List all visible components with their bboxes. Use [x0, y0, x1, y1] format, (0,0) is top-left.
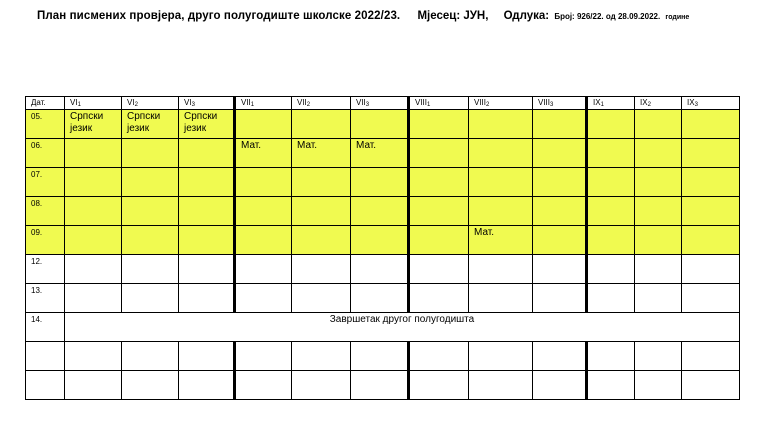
- class-column-header: [469, 97, 533, 110]
- schedule-cell: [682, 371, 740, 400]
- title-main: План писмених провјера, друго полугодиште школске 2022/23.: [37, 10, 401, 22]
- schedule-cell: [292, 284, 351, 313]
- schedule-cell: Мат.: [351, 139, 409, 168]
- schedule-cell: [533, 255, 587, 284]
- schedule-cell: [351, 371, 409, 400]
- schedule-cell: [635, 255, 682, 284]
- table-row: [26, 110, 740, 139]
- schedule-cell: [179, 342, 235, 371]
- class-grade: VIII: [415, 98, 428, 107]
- schedule-cell: [635, 371, 682, 400]
- schedule-cell: [235, 197, 292, 226]
- schedule-cell: [292, 168, 351, 197]
- schedule-cell: [122, 284, 179, 313]
- schedule-cell: [469, 110, 533, 139]
- schedule-cell: [635, 342, 682, 371]
- schedule-cell: [587, 226, 635, 255]
- schedule-cell: [65, 197, 122, 226]
- end-of-semester-row: [26, 313, 740, 342]
- blank-row: [26, 342, 740, 371]
- table-row: [26, 197, 740, 226]
- schedule-cell: [469, 342, 533, 371]
- class-column-header: [122, 97, 179, 110]
- class-grade: VIII: [538, 98, 551, 107]
- class-grade: VII: [356, 98, 366, 107]
- class-column-header: [635, 97, 682, 110]
- class-section: 2: [134, 102, 138, 108]
- page-title: [37, 10, 689, 22]
- class-grade: IX: [640, 98, 648, 107]
- schedule-cell: Мат.: [235, 139, 292, 168]
- date-cell: 07.: [26, 168, 65, 197]
- schedule-cell: [533, 342, 587, 371]
- class-column-header: [292, 97, 351, 110]
- schedule-cell: [235, 168, 292, 197]
- schedule-cell: [469, 371, 533, 400]
- schedule-cell: [587, 255, 635, 284]
- schedule-cell: [409, 342, 469, 371]
- schedule-cell: [179, 284, 235, 313]
- date-cell: [26, 371, 65, 400]
- table-body: [26, 97, 740, 400]
- schedule-cell: [122, 197, 179, 226]
- schedule-cell: [122, 226, 179, 255]
- class-grade: VII: [297, 98, 307, 107]
- class-section: 1: [427, 102, 431, 108]
- schedule-cell: [587, 110, 635, 139]
- schedule-cell: [409, 197, 469, 226]
- class-column-header: [409, 97, 469, 110]
- class-section: 2: [486, 102, 490, 108]
- schedule-cell: [635, 226, 682, 255]
- class-column-header: [682, 97, 740, 110]
- title-godine: године: [665, 14, 690, 21]
- schedule-cell: [469, 284, 533, 313]
- table-row: [26, 168, 740, 197]
- schedule-cell: [635, 284, 682, 313]
- table-row: [26, 226, 740, 255]
- schedule-cell: [587, 342, 635, 371]
- class-grade: VI: [127, 98, 135, 107]
- schedule-cell: Српски језик: [65, 110, 122, 139]
- date-cell: 05.: [26, 110, 65, 139]
- schedule-cell: [682, 197, 740, 226]
- schedule-cell: [409, 255, 469, 284]
- class-section: 1: [77, 102, 81, 108]
- class-grade: VII: [241, 98, 251, 107]
- schedule-cell: [533, 197, 587, 226]
- table-row: [26, 255, 740, 284]
- schedule-cell: [587, 139, 635, 168]
- schedule-cell: [469, 168, 533, 197]
- class-grade: IX: [593, 98, 601, 107]
- schedule-cell: [409, 226, 469, 255]
- schedule-cell: [533, 226, 587, 255]
- date-cell: 14.: [26, 313, 65, 342]
- schedule-cell: [235, 342, 292, 371]
- title-odluka-label: Одлука:: [503, 10, 550, 22]
- class-section: 1: [250, 102, 255, 108]
- class-column-header: [65, 97, 122, 110]
- schedule-cell: [587, 168, 635, 197]
- date-cell: 13.: [26, 284, 65, 313]
- class-section: 3: [191, 102, 195, 108]
- schedule-cell: [292, 255, 351, 284]
- schedule-cell: [587, 197, 635, 226]
- schedule-cell: [682, 255, 740, 284]
- class-grade: IX: [687, 98, 695, 107]
- class-grade: VI: [70, 98, 78, 107]
- schedule-cell: [122, 255, 179, 284]
- schedule-cell: [469, 139, 533, 168]
- schedule-cell: Мат.: [469, 226, 533, 255]
- schedule-cell: [533, 371, 587, 400]
- schedule-cell: [635, 197, 682, 226]
- schedule-cell: [292, 342, 351, 371]
- schedule-cell: [533, 284, 587, 313]
- schedule-cell: [65, 342, 122, 371]
- class-column-header: [533, 97, 587, 110]
- class-section: 3: [694, 102, 698, 108]
- schedule-cell: Српски језик: [179, 110, 235, 139]
- class-section: 3: [365, 102, 370, 108]
- schedule-cell: [409, 371, 469, 400]
- schedule-cell: [533, 139, 587, 168]
- schedule-cell: [587, 371, 635, 400]
- schedule-cell: [292, 110, 351, 139]
- schedule-cell: [587, 284, 635, 313]
- schedule-cell: [65, 371, 122, 400]
- schedule-cell: [682, 110, 740, 139]
- schedule-cell: [179, 197, 235, 226]
- class-section: 2: [306, 102, 311, 108]
- schedule-cell: [235, 110, 292, 139]
- schedule-cell: [351, 226, 409, 255]
- schedule-cell: [65, 226, 122, 255]
- schedule-cell: [469, 197, 533, 226]
- schedule-cell: [235, 255, 292, 284]
- date-cell: 08.: [26, 197, 65, 226]
- schedule-cell: [179, 255, 235, 284]
- schedule-cell: [65, 168, 122, 197]
- schedule-cell: [351, 284, 409, 313]
- schedule-cell: [65, 139, 122, 168]
- class-section: 3: [550, 102, 554, 108]
- schedule-cell: [235, 226, 292, 255]
- table-row: [26, 139, 740, 168]
- schedule-cell: [65, 284, 122, 313]
- class-column-header: [351, 97, 409, 110]
- schedule-cell: [469, 255, 533, 284]
- schedule-cell: [292, 371, 351, 400]
- date-cell: 12.: [26, 255, 65, 284]
- schedule-cell: [682, 139, 740, 168]
- schedule-cell: [635, 168, 682, 197]
- schedule-cell: [409, 284, 469, 313]
- date-column-header: Дат.: [26, 97, 65, 110]
- schedule-cell: [635, 110, 682, 139]
- exam-schedule-table: [25, 96, 740, 400]
- schedule-cell: Српски језик: [122, 110, 179, 139]
- class-column-header: [235, 97, 292, 110]
- schedule-cell: [409, 168, 469, 197]
- title-month: Мјесец: ЈУН,: [417, 10, 489, 22]
- schedule-cell: [682, 342, 740, 371]
- schedule-cell: [409, 139, 469, 168]
- schedule-cell: [179, 226, 235, 255]
- header-row: [26, 97, 740, 110]
- class-grade: VI: [184, 98, 192, 107]
- schedule-cell: [682, 226, 740, 255]
- schedule-cell: Мат.: [292, 139, 351, 168]
- schedule-cell: [122, 371, 179, 400]
- schedule-cell: [292, 226, 351, 255]
- schedule-cell: [533, 110, 587, 139]
- schedule-cell: [179, 139, 235, 168]
- schedule-cell: [682, 168, 740, 197]
- schedule-cell: [122, 342, 179, 371]
- table-row: [26, 284, 740, 313]
- schedule-cell: [235, 284, 292, 313]
- date-cell: 06.: [26, 139, 65, 168]
- schedule-cell: [635, 139, 682, 168]
- class-grade: VIII: [474, 98, 487, 107]
- schedule-cell: [351, 110, 409, 139]
- schedule-cell: [122, 139, 179, 168]
- date-cell: 09.: [26, 226, 65, 255]
- class-section: 1: [600, 102, 604, 108]
- date-cell: [26, 342, 65, 371]
- schedule-cell: [682, 284, 740, 313]
- schedule-cell: [235, 371, 292, 400]
- schedule-cell: [179, 168, 235, 197]
- class-column-header: [179, 97, 235, 110]
- schedule-cell: [65, 255, 122, 284]
- schedule-cell: [351, 342, 409, 371]
- blank-row: [26, 371, 740, 400]
- schedule-cell: [351, 255, 409, 284]
- class-column-header: [587, 97, 635, 110]
- schedule-cell: [122, 168, 179, 197]
- end-of-semester-note: Завршетак другог полугодишта: [65, 313, 740, 342]
- schedule-cell: [351, 168, 409, 197]
- schedule-cell: [292, 197, 351, 226]
- class-section: 2: [647, 102, 651, 108]
- title-decision-number: Број: 926/22. од 28.09.2022.: [554, 12, 661, 21]
- schedule-cell: [409, 110, 469, 139]
- schedule-cell: [179, 371, 235, 400]
- schedule-cell: [533, 168, 587, 197]
- schedule-cell: [351, 197, 409, 226]
